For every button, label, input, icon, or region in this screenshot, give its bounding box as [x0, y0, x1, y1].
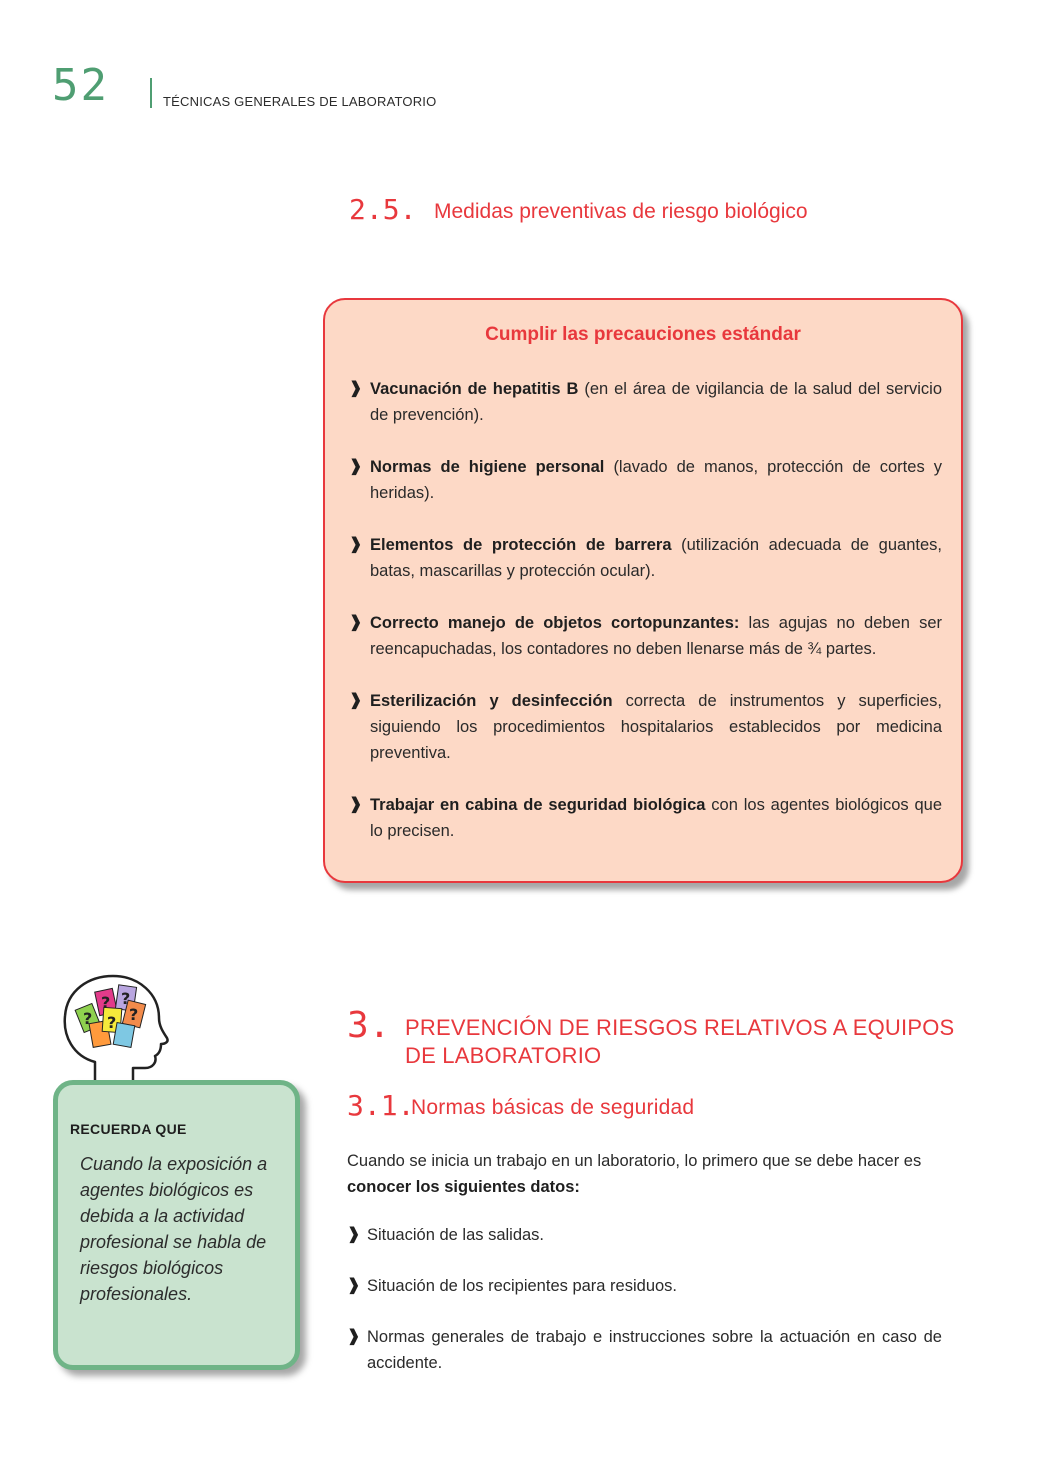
intro-bold: conocer los siguientes datos: — [347, 1178, 580, 1196]
list-item — [347, 1324, 942, 1376]
section-title: Normas básicas de seguridad — [411, 1096, 695, 1119]
svg-text:?: ? — [107, 1013, 117, 1032]
item-bold: Trabajar en cabina de seguridad biológica — [370, 796, 706, 814]
remember-title: RECUERDA QUE — [70, 1121, 187, 1137]
svg-text:?: ? — [121, 989, 131, 1008]
list-item — [347, 532, 942, 584]
item-bold: Normas de higiene personal — [370, 458, 605, 476]
list-item — [347, 1222, 942, 1248]
remember-text: Cuando la exposición a agentes biológicos es debida a la actividad profesional se habla de riesgos biológicos profesionales. — [80, 1154, 268, 1304]
item-bold: Correcto manejo de objetos cortopunzantes: — [370, 614, 740, 632]
item-text: Situación de las salidas. — [367, 1226, 545, 1244]
bullet-icon: ❱ — [347, 1226, 361, 1243]
running-header-title: TÉCNICAS GENERALES DE LABORATORIO — [163, 94, 437, 109]
section-title: Medidas preventivas de riesgo biológico — [434, 200, 808, 223]
bullet-icon: ❱ — [349, 796, 363, 813]
section-number: 3.1. — [347, 1089, 415, 1122]
header-divider — [150, 78, 152, 108]
precautions-box-title: Cumplir las precauciones estándar — [485, 324, 801, 345]
item-text: correcta de instrumentos y superficies, siguiendo los procedimientos hospitalarios establecidos por medicina preventiva. — [370, 692, 942, 762]
section-number: 3. — [347, 1005, 391, 1046]
item-text: Normas generales de trabajo e instrucciones sobre la actuación en caso de accidente. — [367, 1328, 942, 1372]
precautions-list — [347, 376, 942, 870]
head-with-question-cards-icon — [55, 970, 170, 1085]
remember-box — [53, 1080, 300, 1370]
bullet-icon: ❱ — [349, 614, 363, 631]
section-number: 2.5. — [349, 193, 417, 226]
item-bold: Elementos de protección de barrera — [370, 536, 672, 554]
item-bold: Esterilización y desinfección — [370, 692, 613, 710]
bullet-icon: ❱ — [347, 1328, 361, 1345]
bullet-icon: ❱ — [347, 1277, 361, 1294]
list-item — [347, 376, 942, 428]
list-item — [347, 610, 942, 662]
bullet-icon: ❱ — [349, 692, 363, 709]
list-item — [347, 792, 942, 844]
bullet-icon: ❱ — [349, 458, 363, 475]
svg-text:?: ? — [129, 1005, 139, 1024]
item-text: (utilización adecuada de guantes, batas, mascarillas y protección ocular). — [370, 536, 942, 580]
page-number: 52 — [52, 60, 109, 111]
bullet-icon: ❱ — [349, 536, 363, 553]
section-title: PREVENCIÓN DE RIESGOS RELATIVOS A EQUIPOS DE LABORATORIO — [405, 1015, 955, 1068]
section-3-1-intro — [347, 1148, 942, 1200]
item-text: (lavado de manos, protección de cortes y heridas). — [370, 458, 942, 502]
list-item — [347, 1273, 942, 1299]
svg-text:?: ? — [83, 1009, 93, 1028]
precautions-box — [323, 298, 963, 883]
item-text: con los agentes biológicos que lo precisen. — [370, 796, 942, 840]
bullet-icon: ❱ — [349, 380, 363, 397]
item-text: las agujas no deben ser reencapuchadas, los contadores no deben llenarse más de ¾ partes. — [370, 614, 943, 658]
item-bold: Vacunación de hepatitis B — [370, 380, 579, 398]
item-text: (en el área de vigilancia de la salud del servicio de prevención). — [370, 380, 942, 424]
list-item — [347, 688, 942, 766]
safety-data-list — [347, 1222, 942, 1401]
item-text: Situación de los recipientes para residuos. — [367, 1277, 678, 1295]
svg-text:?: ? — [101, 993, 111, 1012]
intro-text: Cuando se inicia un trabajo en un laboratorio, lo primero que se debe hacer es — [347, 1152, 922, 1170]
list-item — [347, 454, 942, 506]
